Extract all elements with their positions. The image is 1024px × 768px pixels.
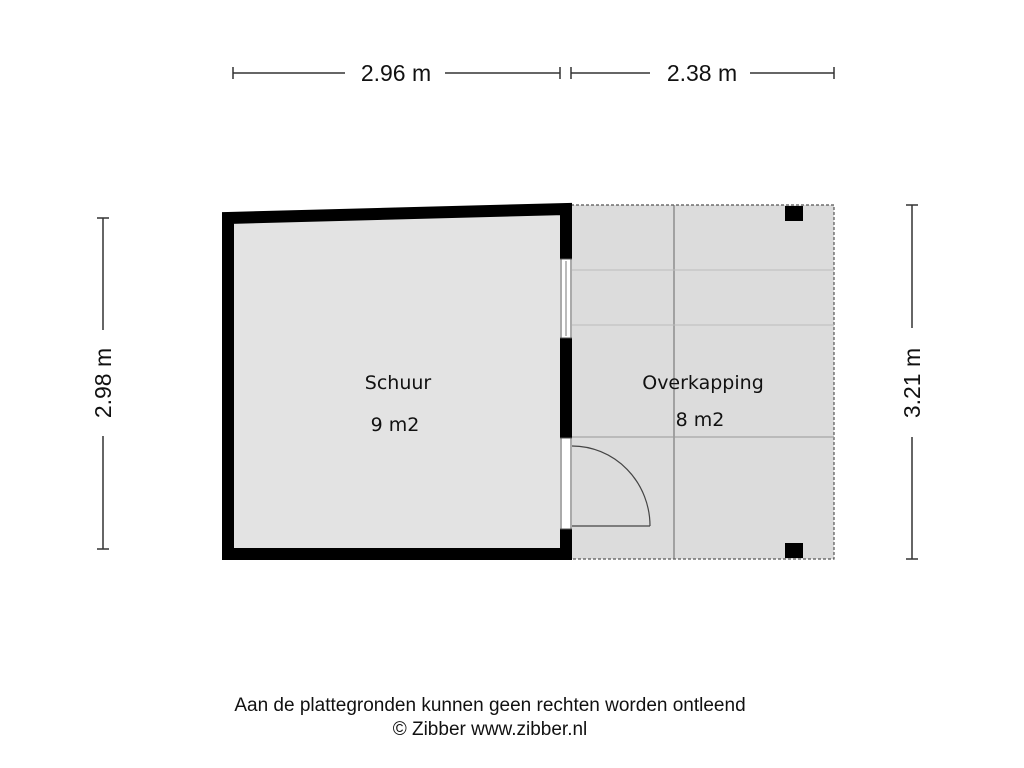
dimension-label-top-right: 2.38 m xyxy=(666,60,738,86)
dimension-label-right: 3.21 m xyxy=(899,347,925,419)
dimension-label-top-left: 2.96 m xyxy=(360,60,432,86)
dimension-left xyxy=(90,218,116,549)
room-area-shed: 9 m2 xyxy=(370,414,420,436)
dimension-label-left: 2.98 m xyxy=(90,347,116,419)
post-bottom xyxy=(785,543,803,558)
copyright-text: © Zibber www.zibber.nl xyxy=(392,719,588,740)
dimension-top-left xyxy=(233,60,560,86)
disclaimer-text: Aan de plattegronden kunnen geen rechten worden ontleend xyxy=(234,695,746,716)
dimension-right xyxy=(899,205,925,559)
post-top xyxy=(785,206,803,221)
room-name-shed: Schuur xyxy=(364,372,432,394)
room-name-canopy: Overkapping xyxy=(642,372,764,394)
door-opening xyxy=(560,438,572,529)
dimension-top-right xyxy=(571,60,834,86)
room-area-canopy: 8 m2 xyxy=(675,409,725,431)
